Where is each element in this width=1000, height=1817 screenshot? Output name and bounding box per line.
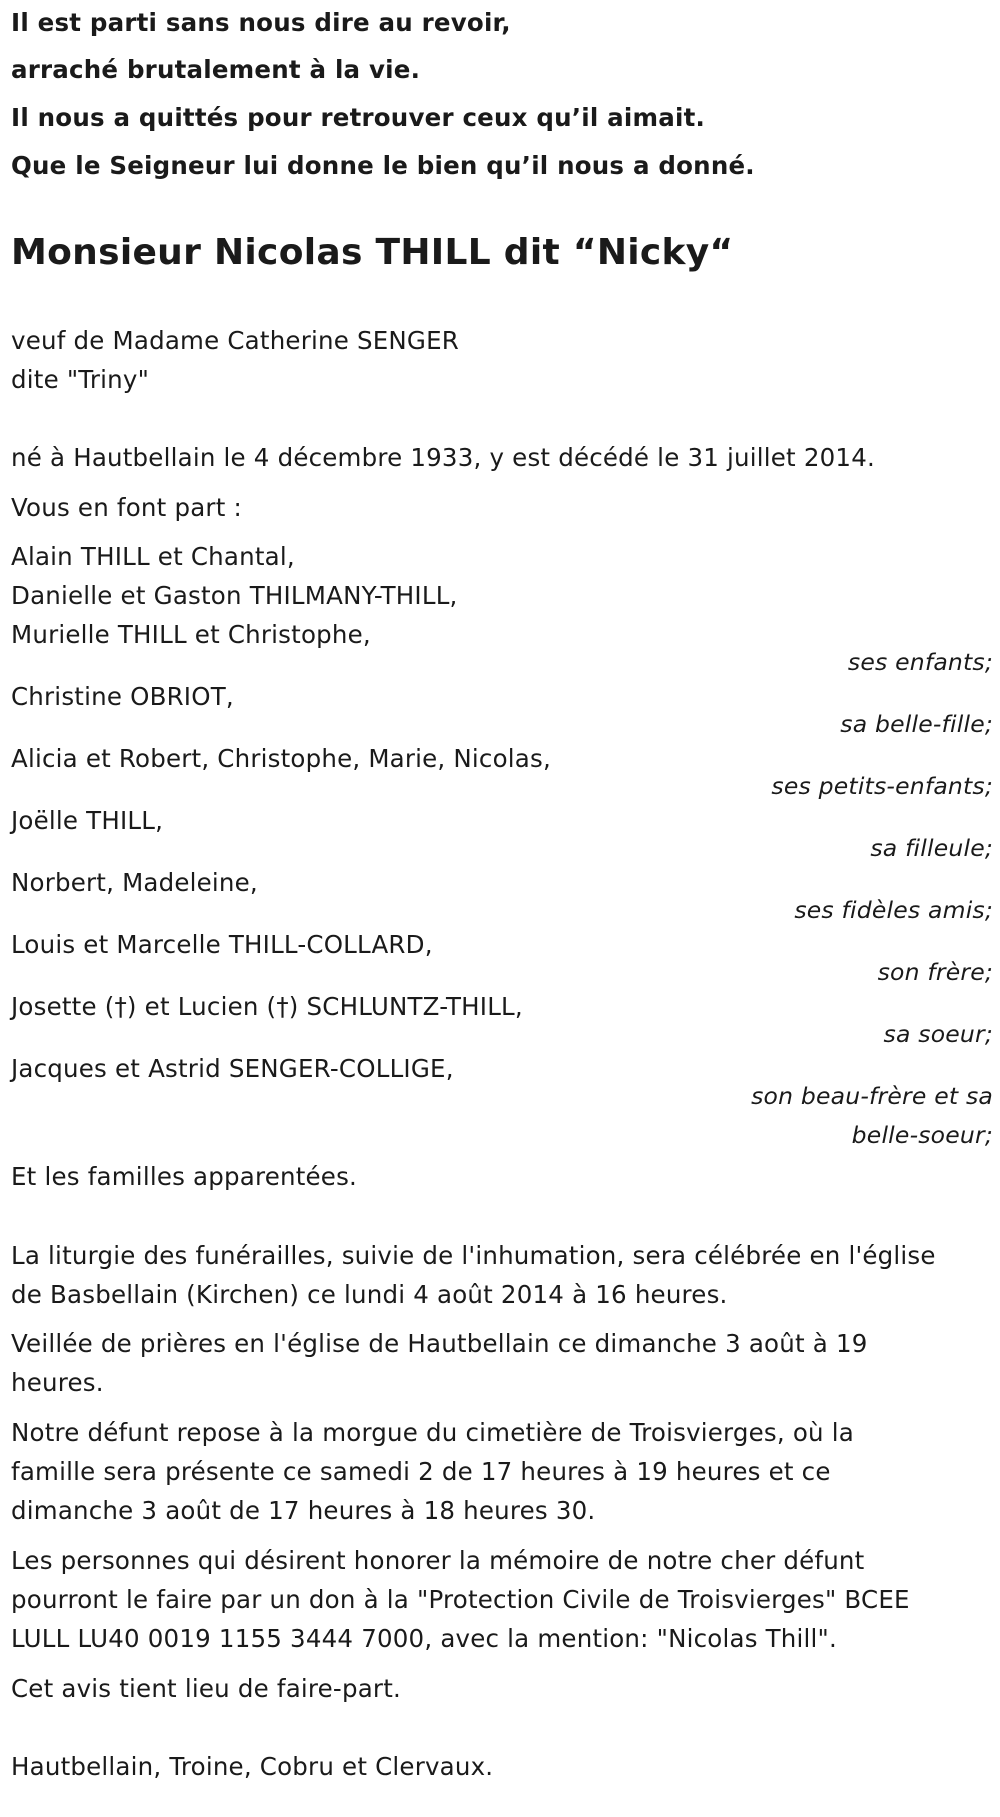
poem-line-1: Il est parti sans nous dire au revoir, <box>11 8 511 37</box>
donation-line-3: LULL LU40 0019 1155 3444 7000, avec la mention: "Nicolas Thill". <box>11 1624 838 1653</box>
sister: Josette (†) et Lucien (†) SCHLUNTZ-THILL, <box>11 992 523 1021</box>
birth-death-line: né à Hautbellain le 4 décembre 1933, y est décédé le 31 juillet 2014. <box>11 443 875 472</box>
children-relation: ses enfants; <box>847 648 993 676</box>
deceased-name: Monsieur Nicolas THILL dit “Nicky“ <box>11 232 734 273</box>
poem-line-2: arraché brutalement à la vie. <box>11 55 421 84</box>
goddaughter-relation: sa filleule; <box>870 834 993 862</box>
rest-line-1: Notre défunt repose à la morgue du cimetière de Troisvierges, où la <box>11 1418 854 1447</box>
daughter-in-law-relation: sa belle-fille; <box>840 710 993 738</box>
widower-line-2: dite "Triny" <box>11 365 150 394</box>
brother-relation: son frère; <box>877 958 993 986</box>
sister-relation: sa soeur; <box>883 1020 993 1048</box>
poem-line-4: Que le Seigneur lui donne le bien qu’il nous a donné. <box>11 151 755 180</box>
announce-line: Vous en font part : <box>11 493 242 522</box>
children-line-1: Alain THILL et Chantal, <box>11 542 295 571</box>
liturgy-line-1: La liturgie des funérailles, suivie de l'inhumation, sera célébrée en l'église <box>11 1241 936 1270</box>
other-families: Et les familles apparentées. <box>11 1162 358 1191</box>
in-laws: Jacques et Astrid SENGER-COLLIGE, <box>11 1054 454 1083</box>
donation-line-1: Les personnes qui désirent honorer la mémoire de notre cher défunt <box>11 1546 865 1575</box>
vigil-line-1: Veillée de prières en l'église de Hautbellain ce dimanche 3 août à 19 <box>11 1329 868 1358</box>
rest-line-3: dimanche 3 août de 17 heures à 18 heures 30. <box>11 1496 596 1525</box>
children-line-3: Murielle THILL et Christophe, <box>11 620 371 649</box>
friends: Norbert, Madeleine, <box>11 868 258 897</box>
widower-line-1: veuf de Madame Catherine SENGER <box>11 326 460 355</box>
vigil-line-2: heures. <box>11 1368 104 1397</box>
rest-line-2: famille sera présente ce samedi 2 de 17 heures à 19 heures et ce <box>11 1457 831 1486</box>
grandchildren: Alicia et Robert, Christophe, Marie, Nicolas, <box>11 744 551 773</box>
children-line-2: Danielle et Gaston THILMANY-THILL, <box>11 581 458 610</box>
in-laws-relation-1: son beau-frère et sa <box>751 1082 993 1110</box>
friends-relation: ses fidèles amis; <box>794 896 993 924</box>
liturgy-line-2: de Basbellain (Kirchen) ce lundi 4 août 2014 à 16 heures. <box>11 1280 728 1309</box>
grandchildren-relation: ses petits-enfants; <box>771 772 993 800</box>
daughter-in-law: Christine OBRIOT, <box>11 682 234 711</box>
goddaughter: Joëlle THILL, <box>11 806 164 835</box>
notice-line: Cet avis tient lieu de faire-part. <box>11 1674 401 1703</box>
in-laws-relation-2: belle-soeur; <box>851 1121 993 1149</box>
donation-line-2: pourront le faire par un don à la "Protection Civile de Troisvierges" BCEE <box>11 1585 910 1614</box>
poem-line-3: Il nous a quittés pour retrouver ceux qu’il aimait. <box>11 103 705 132</box>
places-line: Hautbellain, Troine, Cobru et Clervaux. <box>11 1752 494 1781</box>
brother: Louis et Marcelle THILL-COLLARD, <box>11 930 433 959</box>
